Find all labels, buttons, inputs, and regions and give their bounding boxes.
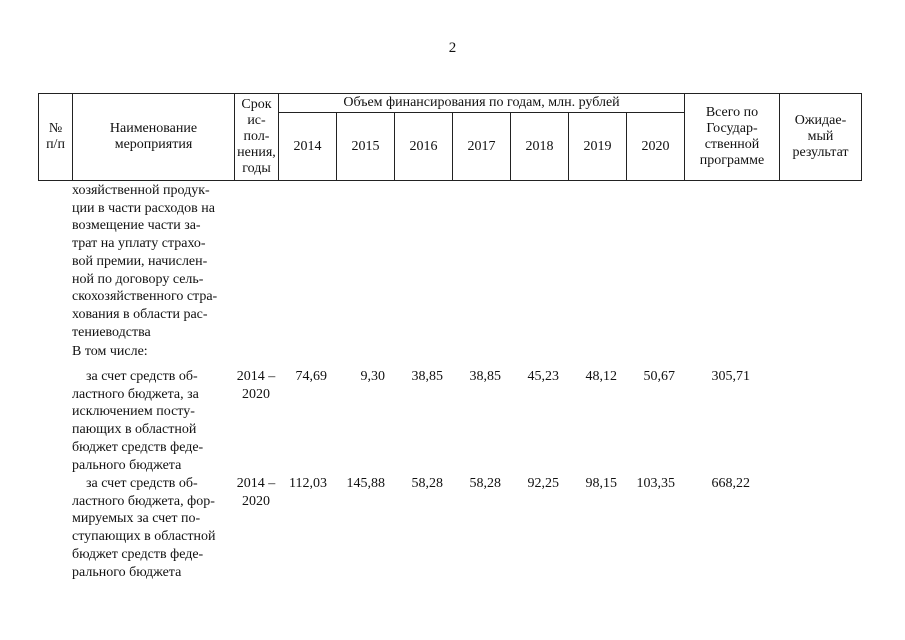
text-line: мируемых за счет по- bbox=[72, 511, 201, 527]
row-2-value-2018: 92,25 bbox=[527, 476, 559, 491]
row-1-description bbox=[72, 368, 234, 474]
row-2-description bbox=[72, 475, 234, 581]
row-1-value-2016: 38,85 bbox=[411, 369, 443, 384]
text-line: ластного бюджета, фор- bbox=[72, 493, 215, 509]
text-line: пающих в областной bbox=[72, 422, 197, 438]
text-line: ции в части расходов на bbox=[72, 200, 215, 216]
row-2-value-2014: 112,03 bbox=[289, 476, 327, 491]
text-line: за счет средств об- bbox=[86, 476, 198, 491]
text-line: исключением посту- bbox=[72, 404, 195, 420]
row-2-value-2016: 58,28 bbox=[411, 476, 443, 491]
header-year: 2018 bbox=[511, 113, 569, 181]
header-number bbox=[39, 94, 73, 181]
header-term-label: Срок ис- пол- нения, годы bbox=[237, 97, 276, 176]
header-year: 2016 bbox=[395, 113, 453, 181]
row-2-value-2015: 145,88 bbox=[346, 476, 385, 491]
page-number: 2 bbox=[448, 40, 457, 56]
row-2-period bbox=[234, 475, 278, 510]
period-start: 2014 – bbox=[236, 369, 276, 384]
header-term bbox=[235, 94, 279, 181]
header-name-label: Наименование мероприятия bbox=[109, 121, 198, 152]
row-2-value-2020: 103,35 bbox=[636, 476, 675, 491]
in-that-number-label: В том числе: bbox=[72, 344, 148, 359]
text-line: трат на уплату страхо- bbox=[72, 236, 206, 252]
period-end: 2020 bbox=[242, 386, 270, 402]
header-year: 2017 bbox=[453, 113, 511, 181]
text-line: бюджет средств феде- bbox=[72, 546, 204, 562]
text-line: скохозяйственного стра- bbox=[72, 289, 218, 305]
row-2-value-2019: 98,15 bbox=[585, 476, 617, 491]
row-1-value-2018: 45,23 bbox=[527, 369, 559, 384]
header-funding-label: Объем финансирования по годам, млн. рублей bbox=[343, 95, 620, 110]
text-line: ступающих в областной bbox=[72, 529, 216, 545]
header-total-label: Всего по Государ- ственной программе bbox=[699, 105, 765, 168]
text-line: рального бюджета bbox=[72, 564, 182, 580]
text-line: тениеводства bbox=[72, 324, 151, 340]
header-result bbox=[780, 94, 862, 181]
row-2-value-2017: 58,28 bbox=[469, 476, 501, 491]
header-total bbox=[685, 94, 780, 181]
text-line: возмещение части за- bbox=[72, 218, 201, 234]
header-result-label: Ожидае- мый результат bbox=[792, 113, 849, 160]
text-line: ластного бюджета, за bbox=[72, 386, 199, 402]
period-start: 2014 – bbox=[236, 476, 276, 491]
row-1-value-2014: 74,69 bbox=[295, 369, 327, 384]
text-line: вой премии, начислен- bbox=[72, 253, 208, 269]
row-2-total: 668,22 bbox=[711, 476, 750, 491]
text-line: ной по договору сель- bbox=[72, 271, 204, 287]
row-1-value-2017: 38,85 bbox=[469, 369, 501, 384]
row-1-value-2015: 9,30 bbox=[360, 369, 385, 384]
row-1-value-2019: 48,12 bbox=[585, 369, 617, 384]
text-line: рального бюджета bbox=[72, 457, 182, 473]
header-name bbox=[73, 94, 235, 181]
text-line: за счет средств об- bbox=[86, 369, 198, 384]
text-line: хозяйственной продук- bbox=[72, 183, 210, 198]
row-1-total: 305,71 bbox=[711, 369, 750, 384]
text-line: бюджет средств феде- bbox=[72, 439, 204, 455]
row-1-period bbox=[234, 368, 278, 403]
period-end: 2020 bbox=[242, 493, 270, 509]
table-header bbox=[38, 93, 862, 181]
continuation-text bbox=[72, 182, 234, 341]
header-year: 2014 bbox=[279, 113, 337, 181]
header-year: 2015 bbox=[337, 113, 395, 181]
header-funding bbox=[279, 94, 685, 113]
row-1-value-2020: 50,67 bbox=[643, 369, 675, 384]
header-number-label: № п/п bbox=[46, 121, 65, 152]
header-year: 2019 bbox=[569, 113, 627, 181]
header-year: 2020 bbox=[627, 113, 685, 181]
text-line: хования в области рас- bbox=[72, 306, 208, 322]
